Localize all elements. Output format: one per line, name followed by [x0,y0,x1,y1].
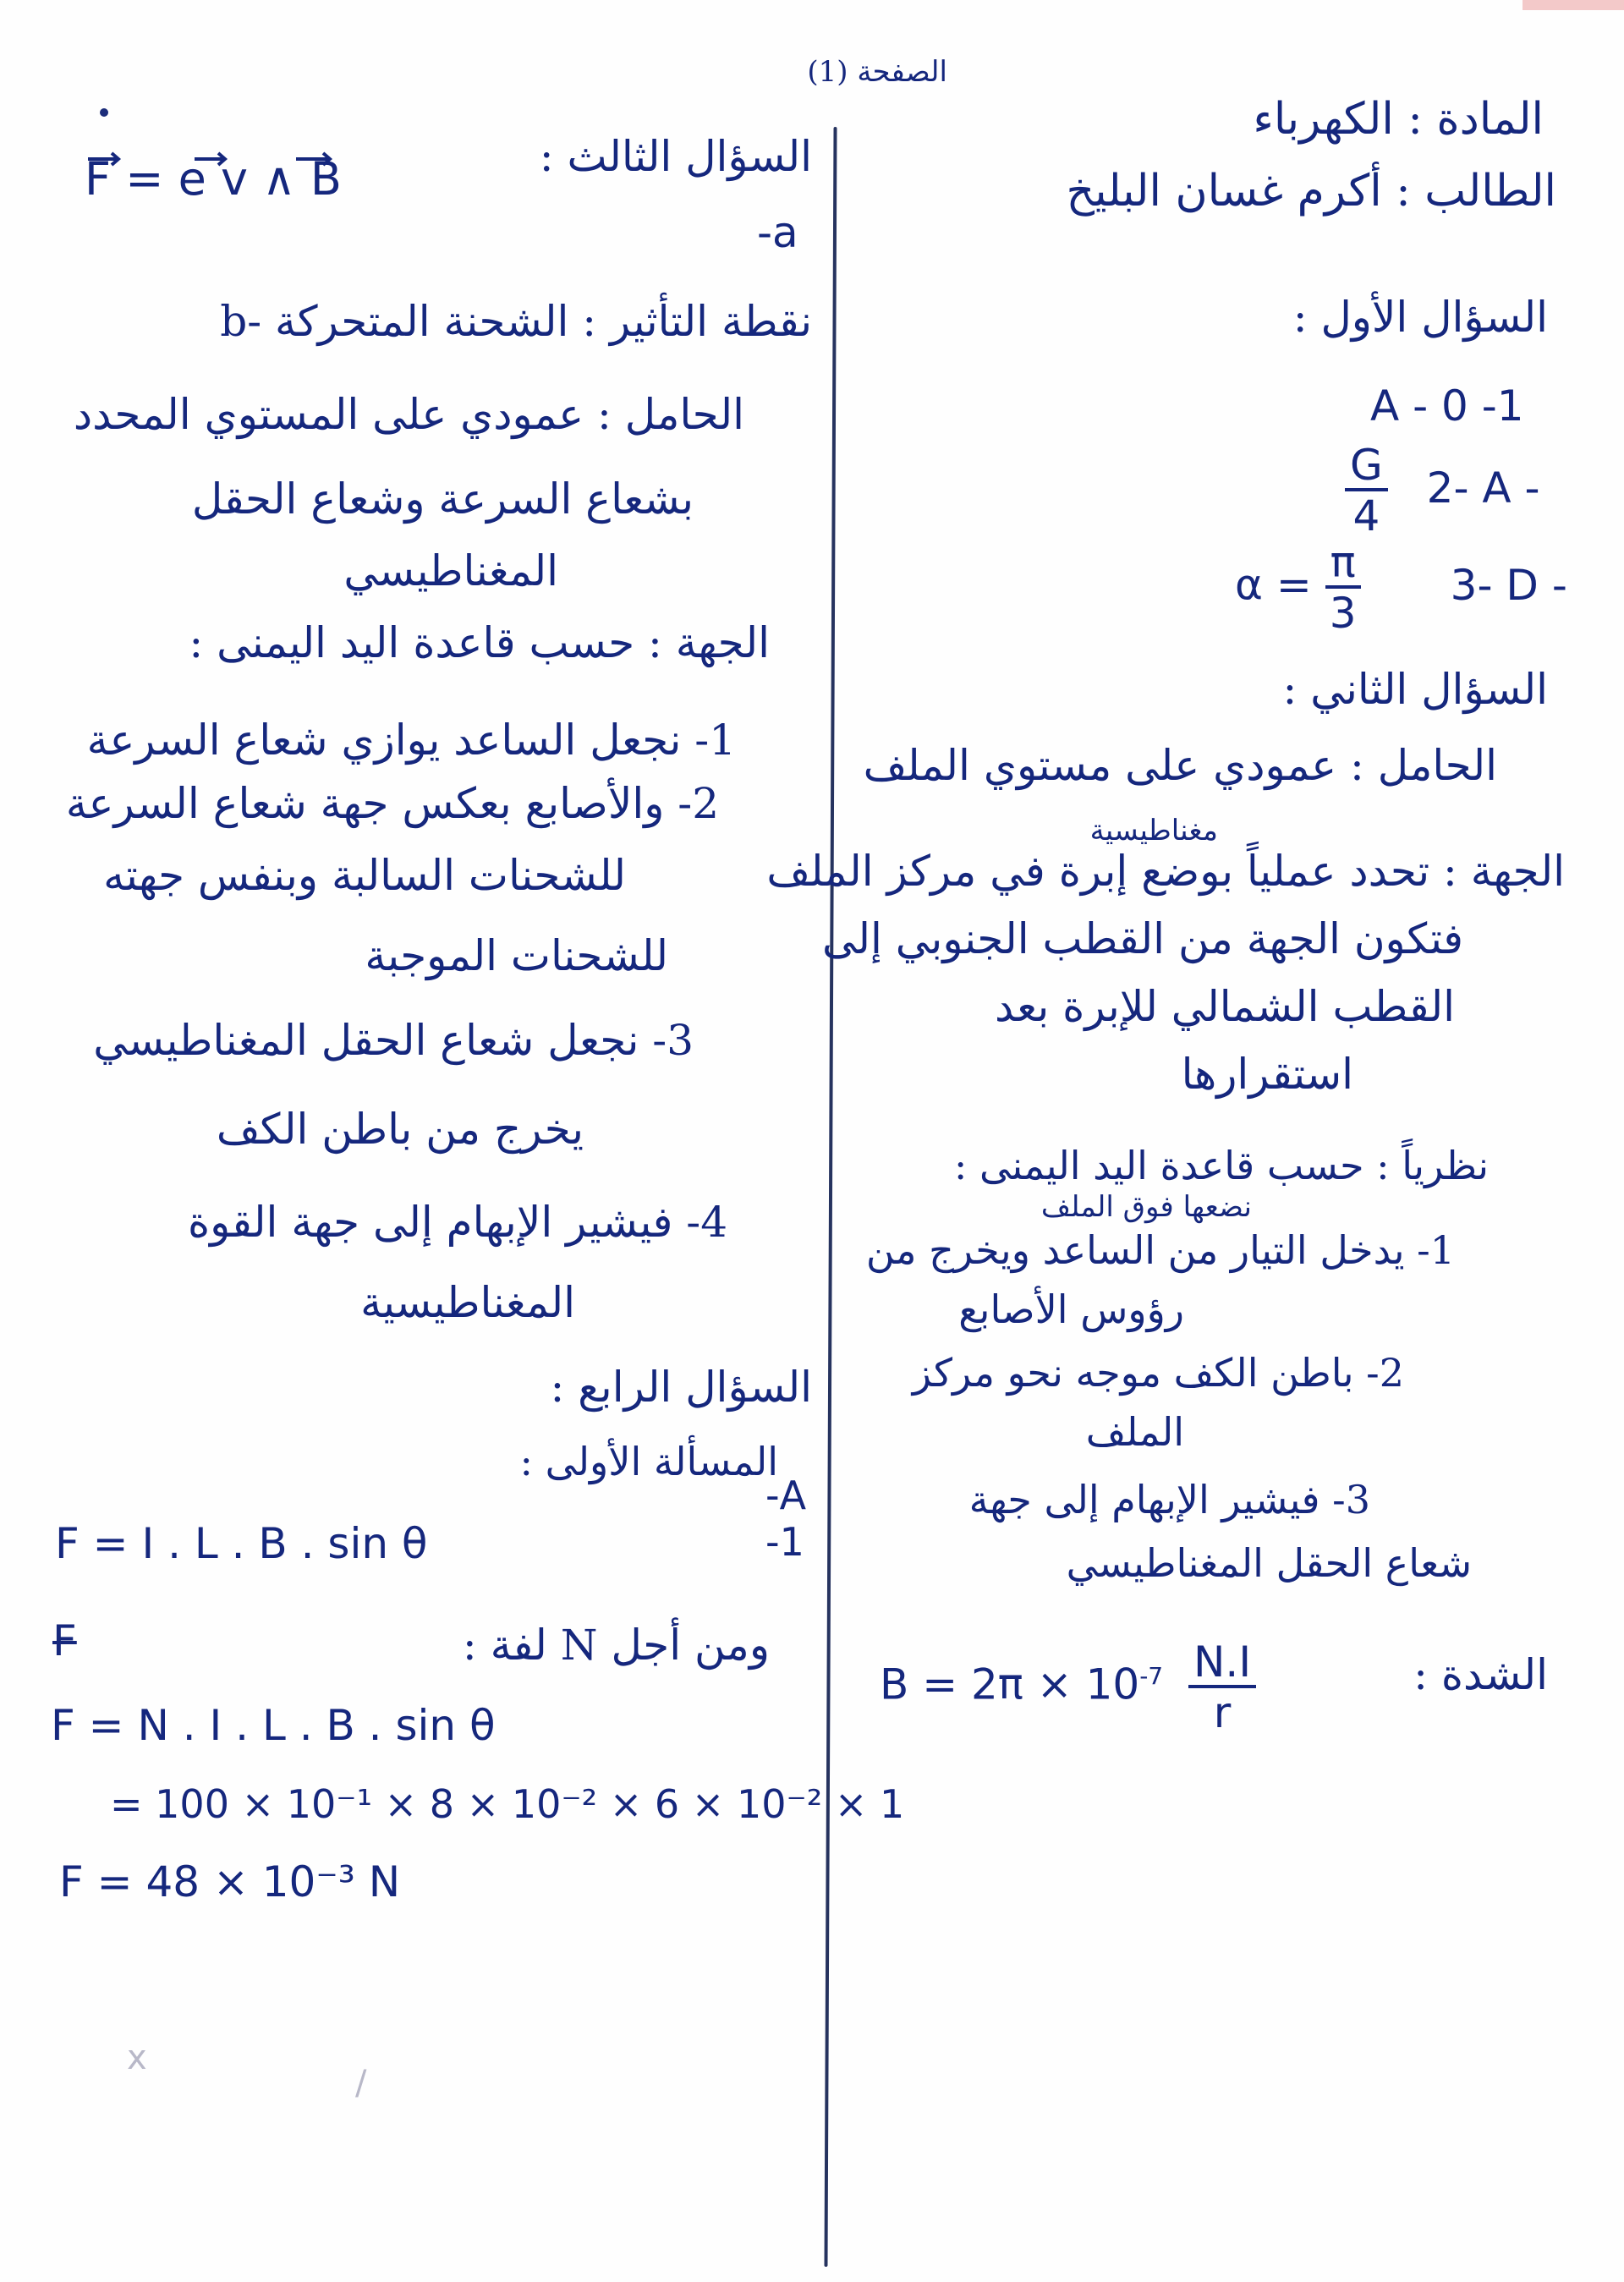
q3-line-2: بشعاع السرعة وشعاع الحقل [191,475,694,524]
q3-part-a: a- [757,208,798,257]
q4-formula-1: F = I . L . B . sin θ [55,1519,428,1568]
q3-line-12: المغناطيسية [360,1278,575,1327]
q3-part-b [220,297,812,346]
q2-formula-den: r [1213,1688,1232,1737]
column-divider [824,127,837,2267]
q2-insert: مغناطيسية [1089,814,1218,848]
ink-dot [100,108,108,117]
q2-line-4: القطب الشمالي للإبرة بعد [994,982,1455,1031]
q4-marker-1: 1- [765,1519,804,1565]
q1-answer-2-num: G [1345,444,1388,491]
q3-line-9: 3- نجعل شعاع الحقل المغناطيسي [93,1016,694,1065]
q4-title: السؤال الرابع : [550,1363,812,1412]
q1-answer-3 [1235,538,1567,638]
q3-line-1: الحامل : عمودي على المستوي المحدد [73,390,744,439]
q3-line-8: للشحنات الموجبة [365,931,668,980]
q2-title: السؤال الثاني : [1282,665,1548,714]
q4-marker-a: A- [765,1473,807,1518]
q1-answer-3-label: 3- D - [1450,560,1567,610]
vector-arrows-svg [85,144,355,169]
q2-step-2: 2- باطن الكف موجه نحو مركز [912,1350,1404,1396]
q1-answer-2-label: 2- A - [1426,463,1540,513]
q2-formula-fraction [1188,1637,1256,1737]
q3-line-6: 2- والأصابع بعكس جهة شعاع السرعة [65,779,719,828]
corner-mark [1522,0,1624,10]
q2-step-3b: شعاع الحقل المغناطيسي [1066,1540,1472,1586]
q2-step-3: 3- فيشير الإبهام إلى جهة [968,1477,1370,1522]
q2-formula-left: B = 2π × 10 [880,1659,1140,1709]
page-number: الصفحة (1) [807,55,947,89]
q2-line-2: الجهة : تحدد عملياً بوضع إبرة في مركز الملف [766,847,1565,896]
q3-part-b-text: نقطة التأثير : الشحنة المتحركة [275,297,812,346]
q1-answer-3-fraction [1325,538,1361,638]
q2-step-1: 1- يدخل التيار من الساعد ويخرج من [865,1227,1455,1273]
q2-formula-exp: -7 [1139,1661,1164,1690]
faint-mark: x [127,2038,147,2077]
q3-formula-text: F = e v ∧ B [85,152,342,206]
q2-line-3: فتكون الجهة من القطب الجنوبي إلى [822,914,1463,963]
q4-formula-4: F = 48 × 10⁻³ N [59,1857,401,1906]
q2-intensity-label: الشدة : [1413,1650,1548,1699]
q4-subtitle: المسألة الأولى : [519,1439,778,1484]
q2-step-1b: رؤوس الأصابع [958,1286,1184,1332]
q2-step-2b: الملف [1085,1409,1184,1455]
q4-struck-letter: F [52,1616,77,1665]
q1-answer-2-fraction [1345,441,1388,540]
q3-part-b-label: b- [220,297,262,346]
q3-line-11: 4- فيشير الإبهام إلى جهة القوة [187,1198,727,1247]
q1-answer-2-den: 4 [1352,491,1380,540]
q4-note: ومن أجل N لفة : [462,1621,770,1670]
q1-answer-1: 1- A - 0 [1370,381,1524,431]
q2-theory-insert: نضعها فوق الملف [1040,1190,1252,1224]
q4-formula-2: F = N . I . L . B . sin θ [51,1701,496,1750]
q2-theory: نظرياً : حسب قاعدة اليد اليمنى : [953,1143,1489,1188]
faint-mark: / [355,2064,367,2103]
student-line: الطالب : أكرم غسان البليخ [1066,166,1556,217]
q3-line-7: للشحنات السالبة وبنفس جهته [103,851,626,900]
subject-line: المادة : الكهرباء [1253,94,1544,145]
q1-answer-2 [1345,441,1540,540]
q1-answer-3-lhs: α = [1235,560,1312,610]
q1-title: السؤال الأول : [1292,293,1548,342]
q3-line-4: الجهة : حسب قاعدة اليد اليمنى : [189,618,770,667]
q3-line-10: يخرج من باطن الكف [216,1105,584,1154]
q4-formula-3: = 100 × 10⁻¹ × 8 × 10⁻² × 6 × 10⁻² × 1 [110,1781,905,1827]
q2-line-5: استقرارها [1181,1050,1353,1099]
q2-formula [880,1637,1256,1737]
vector-arrows [85,144,355,169]
q1-answer-3-num: π [1325,541,1361,589]
q1-answer-3-den: 3 [1329,589,1357,638]
q2-formula-num: N.I [1188,1641,1256,1688]
q3-title: السؤال الثالث : [539,132,812,181]
q3-line-5: 1- نجعل الساعد يوازي شعاع السرعة [86,716,736,765]
q3-line-3: المغناطيسي [343,546,558,595]
q2-line-1: الحامل : عمودي على مستوي الملف [863,741,1497,790]
